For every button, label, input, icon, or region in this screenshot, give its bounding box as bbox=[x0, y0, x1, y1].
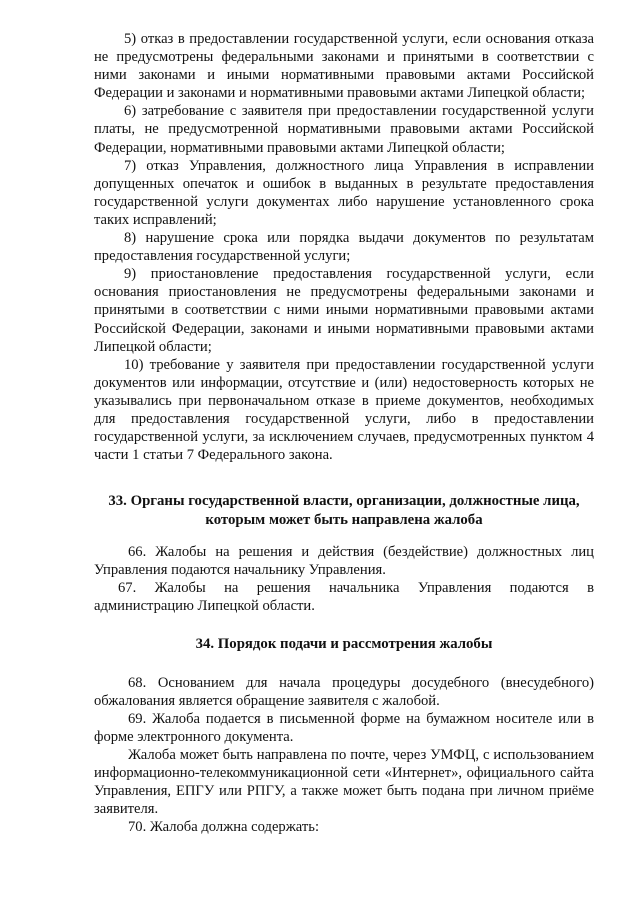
spacer bbox=[94, 615, 594, 635]
paragraph-68: 68. Основанием для начала процедуры досудебного (внесудебного) обжалования является обращение заявителя с жалобой. bbox=[94, 674, 594, 709]
document-page bbox=[94, 30, 594, 836]
list-item-10: 10) требование у заявителя при предоставлении государственной услуги документов или информации, отсутствие и (или) недостоверность которых не указывались при первоначальном отказе в приеме документов, необходимых для предоставления государственной услуги, либо в предоставлении государственной услуги, за исключением случаев, предусмотренных пунктом 4 части 1 статьи 7 Федерального закона. bbox=[94, 356, 594, 464]
paragraph-69-continued: Жалоба может быть направлена по почте, через УМФЦ, с использованием информационно-телекоммуникационной сети «Интернет», официального сайта Управления, ЕПГУ или РПГУ, а также может быть подана при личном приёме заявителя. bbox=[94, 746, 594, 818]
spacer bbox=[94, 654, 594, 674]
spacer bbox=[94, 464, 594, 492]
list-item-9: 9) приостановление предоставления государственной услуги, если основания приостановления не предусмотрены федеральными законами и принятыми в соответствии с ними иными нормативными правовыми актами Российской Федерации, законами и иными нормативными правовыми актами Липецкой области; bbox=[94, 266, 594, 355]
paragraph-69: 69. Жалоба подается в письменной форме на бумажном носителе или в форме электронного документа. bbox=[94, 710, 594, 745]
list-item-8: 8) нарушение срока или порядка выдачи документов по результатам предоставления государственной услуги; bbox=[94, 230, 594, 265]
list-item-7: 7) отказ Управления, должностного лица Управления в исправлении допущенных опечаток и ошибок в выданных в результате предоставления государственной услуги документах либо нарушение установленного срока таких исправлений; bbox=[94, 157, 594, 228]
paragraph-67: 67. Жалобы на решения начальника Управления подаются в администрацию Липецкой области. bbox=[94, 580, 594, 615]
paragraph-66: 66. Жалобы на решения и действия (бездействие) должностных лиц Управления подаются начальнику Управления. bbox=[94, 543, 594, 578]
paragraph-70: 70. Жалоба должна содержать: bbox=[128, 819, 319, 836]
spacer bbox=[94, 529, 594, 543]
section-34-heading: 34. Порядок подачи и рассмотрения жалобы bbox=[195, 636, 493, 653]
list-item-5: 5) отказ в предоставлении государственной услуги, если основания отказа не предусмотрены федеральными законами и принятыми в соответствии с ними законами и иными нормативными правовыми актами Российской Федерации и законами и нормативными правовыми актами Липецкой области; bbox=[94, 31, 594, 102]
section-33-heading: 33. Органы государственной власти, организации, должностные лица, которым может быть направлена жалоба bbox=[108, 493, 580, 528]
list-item-6: 6) затребование с заявителя при предоставлении государственной услуги платы, не предусмотренной нормативными правовыми актами Российской Федерации, нормативными правовыми актами Липецкой области; bbox=[94, 103, 594, 156]
